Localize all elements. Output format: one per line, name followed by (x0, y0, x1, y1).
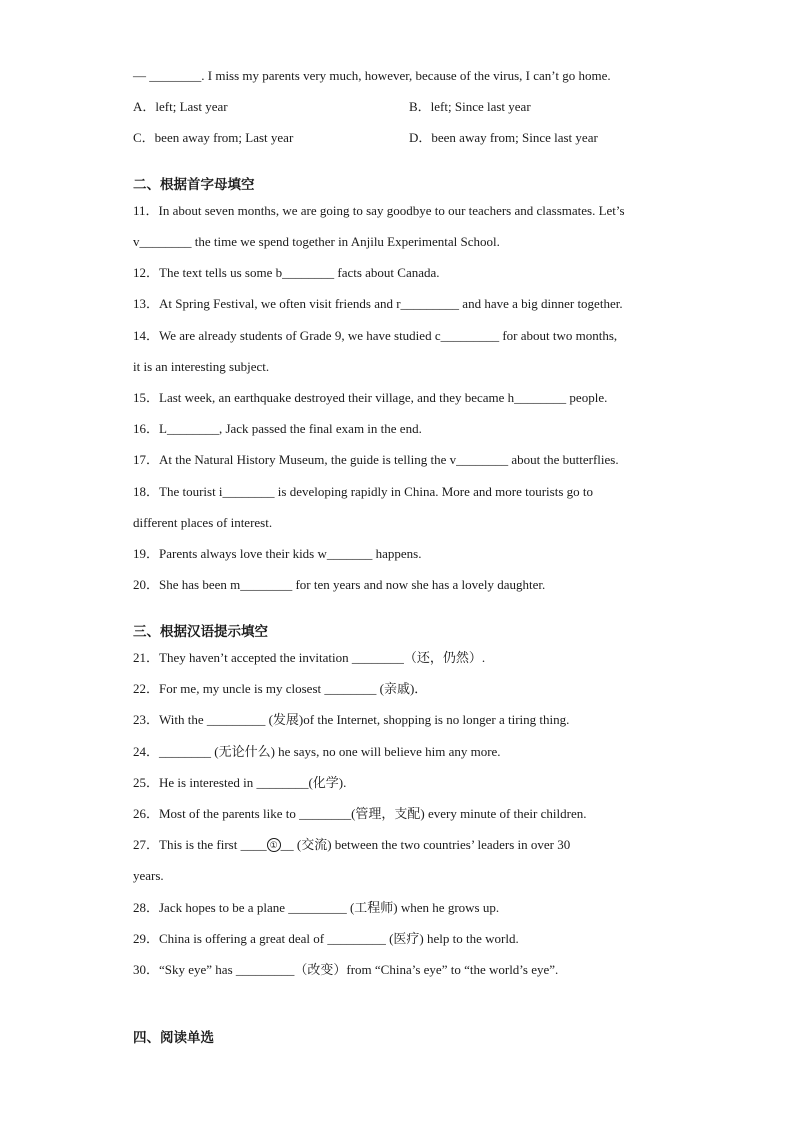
question-10-stem: — ________. I miss my parents very much, however, because of the virus, I can’t go home. (133, 68, 611, 83)
section-2-line: 20．She has been m________ for ten years and now she has a lovely daughter. (133, 577, 546, 592)
section-2-title: 二、根据首字母填空 (133, 177, 255, 193)
section-3-line: 24．________ (无论什么) he says, no one will believe him any more. (133, 744, 501, 759)
section-4-title: 四、阅读单选 (133, 1030, 214, 1046)
section-2-line: 17．At the Natural History Museum, the guide is telling the v________ about the butterflies. (133, 452, 619, 467)
section-2-line: 18．The tourist i________ is developing rapidly in China. More and more tourists go to (133, 484, 594, 499)
section-3-line: 29．China is offering a great deal of _________ (医疗) help to the world. (133, 931, 519, 946)
section-2-line: 13．At Spring Festival, we often visit friends and r_________ and have a big dinner together. (133, 296, 623, 311)
section-2-line: 15．Last week, an earthquake destroyed their village, and they became h________ people. (133, 390, 608, 405)
question-27-before: 27．This is the first ____ (133, 837, 267, 852)
section-3-line: 28．Jack hopes to be a plane _________ (工程师) when he grows up. (133, 900, 500, 915)
question-10-option-c: C．been away from; Last year (133, 130, 294, 145)
question-27-line (133, 836, 673, 854)
question-27-after: __ (交流) between the two countries’ leaders in over 30 (280, 837, 571, 852)
circled-number-one: ① (267, 838, 281, 852)
section-3-line: 21．They haven’t accepted the invitation ________（还，仍然）. (133, 650, 486, 665)
section-2-line: 16．L________, Jack passed the final exam in the end. (133, 421, 422, 436)
section-3-title: 三、根据汉语提示填空 (133, 624, 268, 640)
section-3-line: 25．He is interested in ________(化学). (133, 775, 347, 790)
section-2-line: 12．The text tells us some b________ facts about Canada. (133, 265, 440, 280)
section-2-line: 14．We are already students of Grade 9, we have studied c_________ for about two months, (133, 328, 618, 343)
section-3-line: years. (133, 868, 164, 883)
section-3-line: 22．For me, my uncle is my closest ________ (亲戚)． (133, 681, 428, 696)
question-10-option-a: A．left; Last year (133, 99, 228, 114)
question-10-option-b: B．left; Since last year (409, 99, 531, 114)
section-2-line: different places of interest. (133, 515, 273, 530)
section-2-line: 11．In about seven months, we are going to say goodbye to our teachers and classmates. Let’s (133, 203, 625, 218)
section-2-line: it is an interesting subject. (133, 359, 270, 374)
section-3-line: 23．With the _________ (发展)of the Internet, shopping is no longer a tiring thing. (133, 712, 570, 727)
section-2-line: v________ the time we spend together in Anjilu Experimental School. (133, 234, 500, 249)
section-3-line: 26．Most of the parents like to ________(管理，支配) every minute of their children. (133, 806, 587, 821)
question-10-option-d: D．been away from; Since last year (409, 130, 598, 145)
section-3-line: 30．“Sky eye” has _________（改变）from “China’s eye” to “the world’s eye”. (133, 962, 559, 977)
section-2-line: 19．Parents always love their kids w_______ happens. (133, 546, 422, 561)
